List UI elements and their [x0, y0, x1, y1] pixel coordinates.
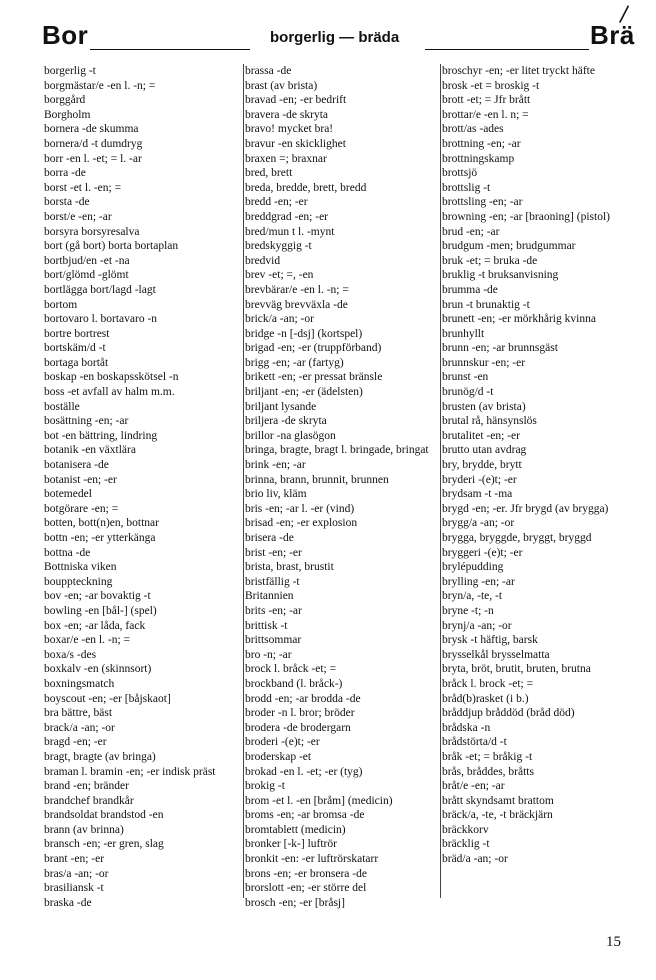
dictionary-entry: boxkalv -en (skinnsort) [44, 663, 152, 676]
dictionary-entry: bov -en; -ar bovaktig -t [44, 590, 151, 603]
dictionary-entry: brista, brast, brustit [245, 561, 334, 574]
dictionary-entry: brant -en; -er [44, 853, 105, 866]
dictionary-entry: bra bättre, bäst [44, 707, 113, 720]
dictionary-entry: brack/a -an; -or [44, 721, 115, 734]
dictionary-entry: broderskap -et [245, 750, 312, 763]
dictionary-entry: brandsoldat brandstod -en [44, 809, 164, 822]
dictionary-entry: brusten (av brista) [442, 400, 526, 413]
dictionary-entry: brutal rå, hänsynslös [442, 415, 537, 428]
dictionary-entry: brev -et; =, -en [245, 269, 314, 282]
dictionary-entry: bort (gå bort) borta bortaplan [44, 240, 179, 253]
dictionary-entry: borst -et l. -en; = [44, 181, 122, 194]
dictionary-entry: brunög/d -t [442, 386, 494, 399]
dictionary-entry: borra -de [44, 167, 86, 180]
dictionary-entry: bornera/d -t dumdryg [44, 137, 143, 150]
dictionary-entry: bråck l. brock -et; = [442, 677, 534, 690]
dictionary-entry: boxningsmatch [44, 677, 115, 690]
header-rule-right [425, 49, 589, 50]
dictionary-entry: brådska -n [442, 721, 491, 734]
dictionary-entry: brottar/e -en l. n; = [442, 108, 529, 121]
dictionary-entry: brosch -en; -er [bråsj] [245, 896, 345, 909]
dictionary-entry: brio liv, kläm [245, 488, 307, 501]
dictionary-entry: botgörare -en; = [44, 502, 119, 515]
dictionary-entry: brisad -en; -er explosion [245, 517, 358, 530]
guide-word-right: Brä [590, 20, 635, 50]
dictionary-entry: bornera -de skumma [44, 123, 139, 136]
dictionary-entry: brottningskamp [442, 152, 515, 165]
dictionary-entry: bristfällig -t [245, 575, 300, 588]
dictionary-entry: bort/glömd -glömt [44, 269, 129, 282]
dictionary-entry: bred/mun t l. -mynt [245, 225, 335, 238]
dictionary-entry: brynj/a -an; -or [442, 619, 512, 632]
dictionary-entry: bry, brydde, brytt [442, 459, 522, 472]
dictionary-entry: brunett -en; -er mörkhårig kvinna [442, 313, 596, 326]
dictionary-entry: brockband (l. bråck-) [245, 677, 343, 690]
dictionary-entry: brom -et l. -en [bråm] (medicin) [245, 794, 393, 807]
dictionary-entry: bravur -en skicklighet [245, 137, 346, 150]
dictionary-entry: brink -en; -ar [245, 459, 306, 472]
running-head: borgerlig — bräda [270, 29, 400, 46]
dictionary-entry: brott -et; = Jfr brått [442, 94, 531, 107]
dictionary-entry: botanik -en växtlära [44, 444, 136, 457]
dictionary-entry: bransch -en; -er gren, slag [44, 838, 164, 851]
dictionary-entry: brun -t brunaktig -t [442, 298, 530, 311]
dictionary-entry: bräckkorv [442, 823, 489, 836]
dictionary-entry: briljant lysande [245, 400, 317, 413]
dictionary-entry: brylépudding [442, 561, 504, 574]
dictionary-entry: bras/a -an; -or [44, 867, 109, 880]
dictionary-entry: borgerlig -t [44, 65, 96, 77]
dictionary-entry: bringa, bragte, bragt l. bringade, bringat [245, 444, 429, 457]
dictionary-entry: brottsling -en; -ar [442, 196, 523, 209]
dictionary-entry: boss -et avfall av halm m.m. [44, 386, 175, 399]
dictionary-entry: bridge -n [-dsj] (kortspel) [245, 327, 363, 340]
dictionary-entry: broschyr -en; -er litet tryckt häfte [442, 65, 595, 77]
dictionary-entry: brons -en; -er bronsera -de [245, 867, 367, 880]
dictionary-entry: bruk -et; = bruka -de [442, 254, 538, 267]
dictionary-entry: bortaga bortåt [44, 356, 109, 369]
dictionary-entry: brann (av brinna) [44, 823, 124, 836]
dictionary-entry: bryta, bröt, brutit, bruten, brutna [442, 663, 591, 676]
dictionary-entry: brått skyndsamt brattom [442, 794, 554, 807]
dictionary-entry: brutto utan avdrag [442, 444, 527, 457]
corner-mark: \ [612, 3, 636, 26]
dictionary-entry: brand -en; bränder [44, 780, 129, 793]
dictionary-entry: brassa -de [245, 65, 292, 77]
dictionary-column-3 [440, 64, 636, 898]
dictionary-entry: brott/as -ades [442, 123, 504, 136]
dictionary-entry: borggård [44, 94, 86, 107]
dictionary-entry: botemedel [44, 488, 92, 501]
dictionary-entry: brodera -de brodergarn [245, 721, 351, 734]
dictionary-entry: bortlägga bort/lagd -lagt [44, 283, 156, 296]
dictionary-entry: brodd -en; -ar brodda -de [245, 692, 361, 705]
dictionary-entry: braman l. bramin -en; -er indisk präst [44, 765, 216, 778]
dictionary-entry: bred, brett [245, 167, 293, 180]
dictionary-entry: brits -en; -ar [245, 604, 302, 617]
dictionary-entry: bottna -de [44, 546, 91, 559]
dictionary-entry: brunn -en; -ar brunnsgäst [442, 342, 558, 355]
dictionary-entry: bråddjup bråddöd (bråd död) [442, 707, 575, 720]
dictionary-entry: bragt, bragte (av bringa) [44, 750, 156, 763]
dictionary-entry: bot -en bättring, lindring [44, 429, 158, 442]
dictionary-entry: brylling -en; -ar [442, 575, 515, 588]
dictionary-entry: bortbjud/en -et -na [44, 254, 130, 267]
dictionary-entry: brud -en; -ar [442, 225, 500, 238]
dictionary-entry: brygga, bryggde, bryggt, bryggd [442, 532, 592, 544]
dictionary-entry: brottning -en; -ar [442, 137, 521, 150]
dictionary-entry: brillor -na glasögon [245, 429, 336, 442]
dictionary-entry: brokig -t [245, 780, 285, 793]
dictionary-entry: bråk -et; = bråkig -t [442, 750, 533, 763]
dictionary-entry: brysselkål brysselmatta [442, 648, 550, 661]
dictionary-entry: brokad -en l. -et; -er (tyg) [245, 765, 363, 778]
dictionary-entry: bredvid [245, 254, 281, 267]
dictionary-entry: brast (av brista) [245, 79, 318, 92]
dictionary-entry: brorslott -en; -er större del [245, 882, 367, 895]
dictionary-entry: brottsjö [442, 167, 478, 180]
dictionary-entry: brysk -t häftig, barsk [442, 634, 538, 647]
dictionary-entry: bråt/e -en; -ar [442, 780, 505, 793]
dictionary-entry: brick/a -an; -or [245, 313, 314, 326]
dictionary-entry: brådstörta/d -t [442, 736, 507, 749]
dictionary-entry: brevväg brevväxla -de [245, 298, 348, 311]
dictionary-entry: botanisera -de [44, 459, 109, 472]
dictionary-entry: bryderi -(e)t; -er [442, 473, 517, 486]
dictionary-entry: bortovaro l. bortavaro -n [44, 313, 158, 326]
dictionary-entry: bryggeri -(e)t; -er [442, 546, 523, 559]
dictionary-entry: boyscout -en; -er [båjskaot] [44, 692, 171, 705]
dictionary-entry: borsyra borsyresalva [44, 225, 140, 238]
dictionary-entry: borr -en l. -et; = l. -ar [44, 152, 142, 165]
dictionary-column-1 [44, 64, 238, 909]
dictionary-entry: bromtablett (medicin) [245, 823, 346, 836]
guide-word-left: Bor [42, 20, 89, 50]
dictionary-entry: borst/e -en; -ar [44, 210, 112, 223]
dictionary-entry: brittisk -t [245, 619, 288, 632]
dictionary-entry: brås, bråddes, bråtts [442, 765, 534, 778]
dictionary-column-2 [243, 64, 438, 909]
dictionary-entry: brandchef brandkår [44, 794, 134, 807]
dictionary-entry: bryne -t; -n [442, 604, 494, 617]
dictionary-entry: breda, bredde, brett, bredd [245, 181, 367, 194]
dictionary-entry: bräcklig -t [442, 838, 490, 851]
dictionary-entry: brisera -de [245, 532, 294, 544]
dictionary-entry: broder -n l. bror; bröder [245, 707, 355, 720]
dictionary-entry: bravo! mycket bra! [245, 123, 334, 136]
dictionary-entry: borgmästar/e -en l. -n; = [44, 79, 156, 92]
dictionary-entry: brutalitet -en; -er [442, 429, 520, 442]
dictionary-entry: braska -de [44, 896, 92, 909]
dictionary-entry: bragd -en; -er [44, 736, 107, 749]
dictionary-entry: bryn/a, -te, -t [442, 590, 503, 603]
dictionary-entry: bortom [44, 298, 78, 311]
dictionary-entry: boskap -en boskapsskötsel -n [44, 371, 179, 384]
dictionary-entry: brunst -en [442, 371, 489, 384]
dictionary-entry: bottn -en; -er ytterkänga [44, 532, 156, 544]
dictionary-entry: briljant -en; -er (ädelsten) [245, 386, 363, 399]
dictionary-entry: bouppteckning [44, 575, 113, 588]
dictionary-entry: brigad -en; -er (truppförband) [245, 342, 382, 355]
dictionary-entry: brock l. bråck -et; = [245, 663, 337, 676]
dictionary-entry: bräck/a, -te, -t bräckjärn [442, 809, 553, 822]
dictionary-entry: bravad -en; -er bedrift [245, 94, 347, 107]
dictionary-entry: Borgholm [44, 108, 91, 121]
dictionary-entry: brevbärar/e -en l. -n; = [245, 283, 349, 296]
dictionary-entry: bro -n; -ar [245, 648, 292, 661]
dictionary-entry: brittsommar [245, 634, 302, 647]
page-number: 15 [606, 934, 621, 950]
header-rule-left [90, 49, 250, 50]
dictionary-entry: boställe [44, 400, 80, 413]
dictionary-entry: briljera -de skryta [245, 415, 327, 428]
dictionary-entry: box -en; -ar låda, fack [44, 619, 146, 632]
dictionary-entry: breddgrad -en; -er [245, 210, 329, 223]
dictionary-entry: brinna, brann, brunnit, brunnen [245, 473, 389, 486]
dictionary-entry: boxar/e -en l. -n; = [44, 634, 130, 647]
dictionary-entry: bredd -en; -er [245, 196, 308, 209]
dictionary-entry: bortskäm/d -t [44, 342, 106, 355]
dictionary-entry: brydsam -t -ma [442, 488, 513, 501]
dictionary-entry: bredskyggig -t [245, 240, 312, 253]
dictionary-entry: botten, bott(n)en, bottnar [44, 517, 159, 530]
dictionary-entry: brasiliansk -t [44, 882, 104, 895]
dictionary-entry: brikett -en; -er pressat bränsle [245, 371, 383, 384]
dictionary-entry: brist -en; -er [245, 546, 302, 559]
dictionary-entry: Britannien [245, 590, 294, 603]
dictionary-entry: bråd(b)rasket (i b.) [442, 692, 529, 705]
dictionary-entry: bosättning -en; -ar [44, 415, 129, 428]
dictionary-entry: bronker [-k-] luftrör [245, 838, 337, 851]
dictionary-entry: brunnskur -en; -er [442, 356, 526, 369]
dictionary-entry: browning -en; -ar [braoning] (pistol) [442, 210, 610, 223]
dictionary-entry: bruklig -t bruksanvisning [442, 269, 559, 282]
dictionary-entry: brigg -en; -ar (fartyg) [245, 356, 344, 369]
dictionary-entry: broderi -(e)t; -er [245, 736, 320, 749]
dictionary-entry: Bottniska viken [44, 561, 117, 574]
page-header [0, 0, 656, 62]
dictionary-entry: brumma -de [442, 283, 498, 296]
dictionary-entry: braxen =; braxnar [245, 152, 327, 165]
dictionary-entry: broms -en; -ar bromsa -de [245, 809, 365, 822]
dictionary-entry: bravera -de skryta [245, 108, 329, 121]
dictionary-entry: brudgum -men; brudgummar [442, 240, 576, 253]
dictionary-entry: brottslig -t [442, 181, 491, 194]
dictionary-entry: brosk -et = broskig -t [442, 79, 540, 92]
dictionary-entry: botanist -en; -er [44, 473, 117, 486]
dictionary-entry: bronkit -en: -er luftrörskatarr [245, 853, 379, 866]
dictionary-entry: brunhyllt [442, 327, 485, 340]
dictionary-entry: bowling -en [bål-] (spel) [44, 604, 157, 617]
dictionary-entry: bräd/a -an; -or [442, 853, 508, 866]
dictionary-entry: borsta -de [44, 196, 90, 209]
dictionary-entry: bortre bortrest [44, 327, 110, 340]
dictionary-entry: brygd -en; -er. Jfr brygd (av brygga) [442, 502, 609, 515]
dictionary-entry: bris -en; -ar l. -er (vind) [245, 502, 355, 515]
dictionary-entry: brygg/a -an; -or [442, 517, 515, 530]
dictionary-entry: boxa/s -des [44, 648, 97, 661]
